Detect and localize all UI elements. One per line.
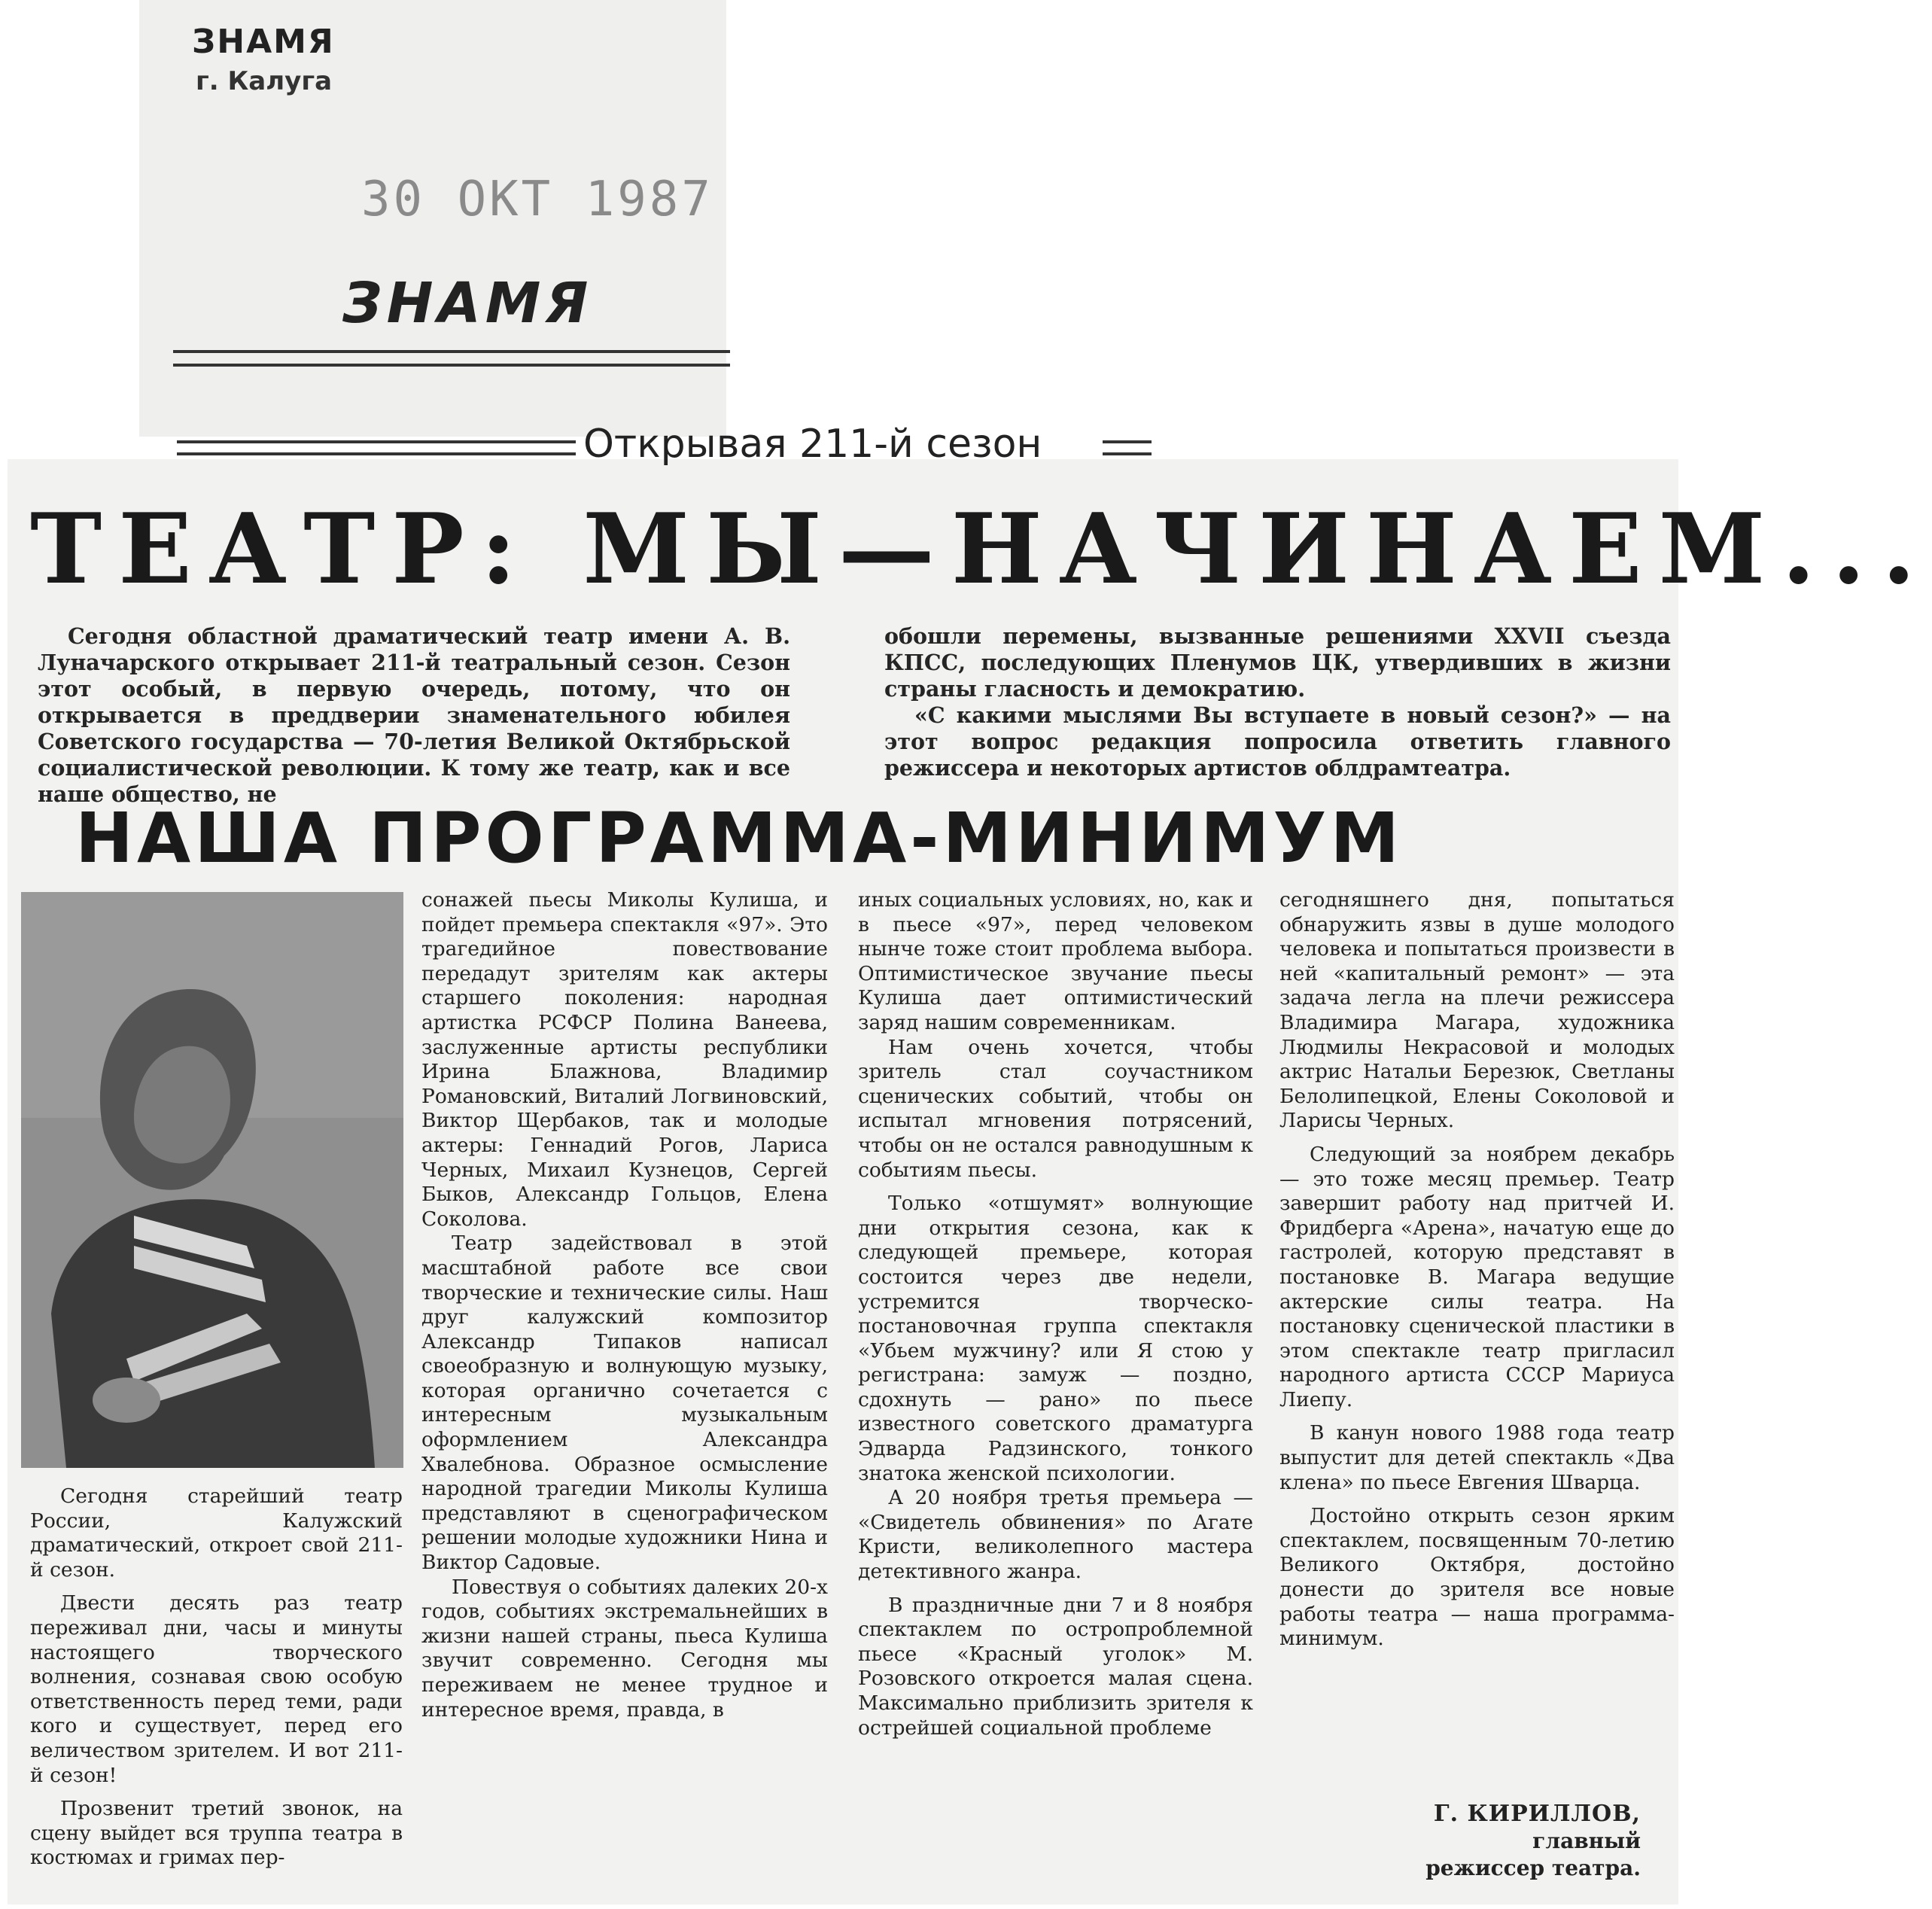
paragraph: Театр задействовал в этой масштабной работе все свои творческие и технические силы. Наш друг калужский композитор Александр Типаков написал своеобразную и волнующую музыку, которая органично сочетается с интересным музыкальным оформлением Александра Хвалебнова. Образное осмысление народной трагедии Миколы Кулиша представляют в сценографическом решении молодые художники Нина и Виктор Садовые. xyxy=(421,1232,828,1575)
paragraph: Двести десять раз театр переживал дни, часы и минуты настоящего творческого волнения, сознавая свою особую ответственность перед теми, ради кого и существует, перед его величеством зрителем. И вот 211-й сезон! xyxy=(30,1591,403,1787)
lead-left xyxy=(38,623,790,808)
lead-right-text-1: обошли перемены, вызванные решениями XXVII съезда КПСС, последующих Пленумов ЦК, утвердивших в жизни страны гласность и демократию. xyxy=(884,623,1671,702)
paragraph: сонажей пьесы Миколы Кулиша, и пойдет премьера спектакля «97». Это трагедийное повествование передадут зрителям как актеры старшего поколения: народная артистка РСФСР Полина Ванеева, заслуженные артисты республики Ирина Блажнова, Владимир Романовский, Виталий Логвиновский, Виктор Щербаков, так и молодые актеры: Геннадий Рогов, Лариса Черных, Михаил Кузнецов, Сергей Быков, Александр Гольцов, Елена Соколова. xyxy=(421,888,828,1231)
article-column-3 xyxy=(858,888,1253,1740)
paragraph: В канун нового 1988 года театр выпустит для детей спектакль «Два клена» по пьесе Евгения Шварца. xyxy=(1279,1421,1675,1494)
author-role-line-1: главный xyxy=(1532,1828,1641,1853)
article-column-1 xyxy=(30,1484,403,1871)
paragraph: Следующий за ноябрем декабрь — это тоже месяц премьер. Театр завершит работу над притчей И. Фридберга «Арена», начатую еще до гастролей, которую представят в постановке В. Магара ведущие актерские силы театра. На постановку сценической пластики в этом спектакле театр пригласил народного артиста СССР Мариуса Лиепу. xyxy=(1279,1142,1675,1411)
paragraph: Нам очень хочется, чтобы зритель стал соучастником сценических событий, чтобы он испытал мгновения потрясений, чтобы он не остался равнодушным к событиям пьесы. xyxy=(858,1035,1253,1182)
date-stamp: 30 ОКТ 1987 xyxy=(361,172,713,227)
author-role-line-2: режиссер театра. xyxy=(1425,1856,1641,1880)
newspaper-logo: ЗНАМЯ xyxy=(342,271,593,336)
author-name: Г. КИРИЛЛОВ, xyxy=(1433,1801,1641,1827)
main-headline: ТЕАТР: МЫ—НАЧИНАЕМ... xyxy=(30,493,1932,606)
clipping-city-stamp: г. Калуга xyxy=(196,66,333,96)
article-column-2 xyxy=(421,888,828,1722)
lead-left-text: Сегодня областной драматический театр имени А. В. Луначарского открывает 211-й театральный сезон. Сезон этот особый, в первую очередь, потому, что он открывается в преддверии знаменательного юбилея Советского государства — 70-летия Великой Октябрьской социалистической революции. К тому же театр, как и все наше общество, не xyxy=(38,623,790,807)
portrait-photo-icon xyxy=(21,892,403,1468)
paragraph: В праздничные дни 7 и 8 ноября спектаклем по остропроблемной пьесе «Красный уголок» М. Розовского откроется малая сцена. Максимально приблизить зрителя к острейшей социальной проблеме xyxy=(858,1593,1253,1740)
paragraph: Сегодня старейший театр России, Калужский драматический, откроет свой 211-й сезон. xyxy=(30,1484,403,1582)
sub-headline: НАША ПРОГРАММА-МИНИМУМ xyxy=(75,798,1404,878)
paragraph: Только «отшумят» волнующие дни открытия сезона, как к следующей премьере, которая состоится через две недели, устремится творческо-постановочная группа спектакля «Убьем мужчину? или Я стою у регистрана: замуж — поздно, сдохнуть — рано» по пьесе известного советского драматурга Эдварда Радзинского, тонкого знатока женской психологии. xyxy=(858,1192,1253,1485)
paragraph: сегодняшнего дня, попытаться обнаружить язвы в душе молодого человека и попытаться произвести в ней «капитальный ремонт» — эта задача легла на плечи режиссера Владимира Магара, художника Людмилы Некрасовой и молодых актрис Натальи Березюк, Светланы Белолипецкой, Елены Соколовой и Ларисы Черных. xyxy=(1279,888,1675,1133)
clipping-newspaper-stamp: ЗНАМЯ xyxy=(192,23,335,61)
paragraph: Повествуя о событиях далеких 20-х годов, событиях экстремальнейших в жизни нашей страны, пьеса Кулиша звучит современно. Сегодня мы переживаем не менее трудное и интересное время, правда, в xyxy=(421,1575,828,1722)
author-signature xyxy=(1400,1801,1641,1882)
paragraph: Достойно открыть сезон ярким спектаклем, посвященным 70-летию Великого Октября, достойно донести до зрителя все новые работы театра — наша программа-минимум. xyxy=(1279,1504,1675,1651)
rubric-rule-right xyxy=(1103,440,1152,455)
paragraph: Прозвенит третий звонок, на сцену выйдет вся труппа театра в костюмах и гримах пер- xyxy=(30,1797,403,1870)
paragraph: А 20 ноября третья премьера — «Свидетель обвинения» по Агате Кристи, великолепного мастера детективного жанра. xyxy=(858,1486,1253,1584)
lead-right xyxy=(884,623,1671,781)
paragraph: иных социальных условиях, но, как и в пьесе «97», перед человеком нынче тоже стоит проблема выбора. Оптимистическое звучание пьесы Кулиша дает оптимистический заряд нашим современникам. xyxy=(858,888,1253,1034)
rubric-title: Открывая 211-й сезон xyxy=(583,422,1042,467)
lead-right-text-2: «С какими мыслями Вы вступаете в новый сезон?» — на этот вопрос редакция попросила ответить главного режиссера и некоторых артистов облдрамтеатра. xyxy=(884,702,1671,781)
article-column-4 xyxy=(1279,888,1675,1652)
rubric-rule-left xyxy=(177,440,576,455)
masthead-rule xyxy=(173,350,730,367)
